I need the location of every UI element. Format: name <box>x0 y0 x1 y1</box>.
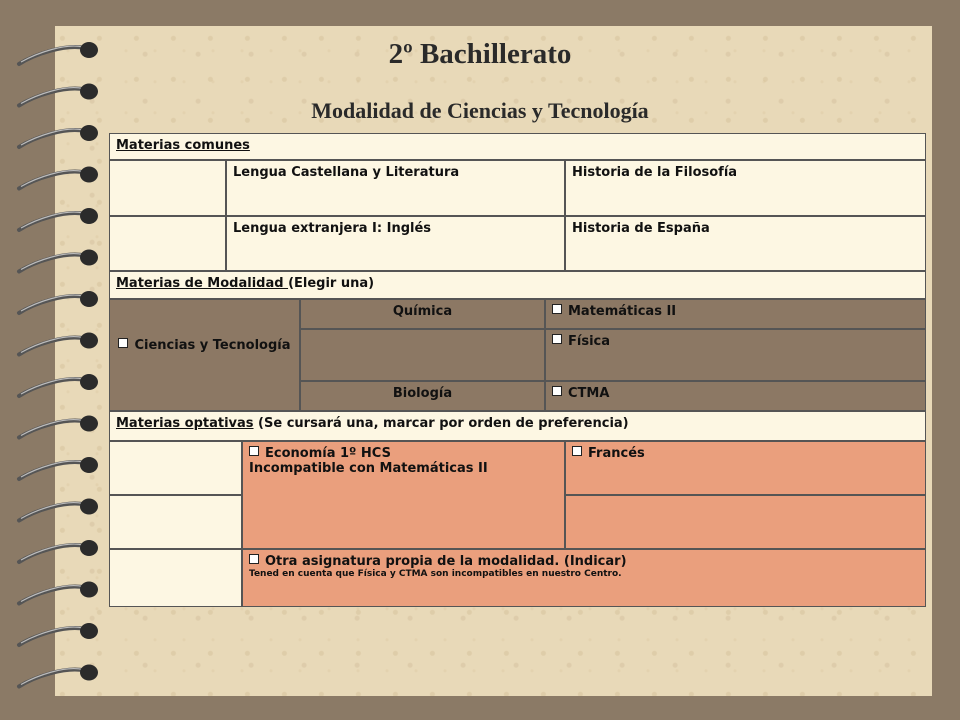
checkbox-icon[interactable] <box>552 304 562 314</box>
optativas-economia[interactable] <box>242 441 565 549</box>
comunes-historia-filosofia: Historia de la Filosofía <box>565 160 926 216</box>
checkbox-icon[interactable] <box>552 334 562 344</box>
optativas-header-label: Materias optativas <box>116 416 254 431</box>
spiral-hole <box>80 291 98 307</box>
modalidad-ctma[interactable] <box>545 381 926 411</box>
modalidad-empty-cell[interactable] <box>300 329 545 381</box>
optativas-empty-cell[interactable] <box>109 441 242 495</box>
checkbox-icon[interactable] <box>552 386 562 396</box>
checkbox-icon[interactable] <box>249 446 259 456</box>
spiral-hole <box>80 250 98 266</box>
spiral-hole <box>80 416 98 432</box>
spiral-hole <box>80 167 98 183</box>
comunes-lengua-castellana: Lengua Castellana y Literatura <box>226 160 565 216</box>
spiral-hole <box>80 208 98 224</box>
ctma-label: CTMA <box>568 386 610 401</box>
spiral-hole <box>80 457 98 473</box>
matematicas-label: Matemáticas II <box>568 304 677 319</box>
economia-incompatible-note: Incompatible con Matemáticas II <box>249 461 488 476</box>
spiral-hole <box>80 125 98 141</box>
modalidad-header-note: (Elegir una) <box>288 276 375 291</box>
optativas-header-note: (Se cursará una, marcar por orden de preferencia) <box>253 416 629 431</box>
spiral-hole <box>80 374 98 390</box>
spiral-hole <box>80 540 98 556</box>
modalidad-matematicas[interactable] <box>545 299 926 329</box>
subjects-table <box>109 133 926 607</box>
incompatibility-note: Tened en cuenta que Física y CTMA son incompatibles en nuestro Centro. <box>249 569 622 579</box>
optativas-header <box>109 411 926 441</box>
fisica-label: Física <box>568 334 611 349</box>
page-subtitle: Modalidad de Ciencias y Tecnología <box>311 98 649 123</box>
modalidad-fisica[interactable] <box>545 329 926 381</box>
modalidad-ciencias-tecnologia[interactable] <box>109 299 300 411</box>
comunes-historia-espana: Historia de España <box>565 216 926 271</box>
spiral-hole <box>80 623 98 639</box>
checkbox-icon[interactable] <box>572 446 582 456</box>
economia-label: Economía 1º HCS <box>265 446 391 461</box>
optativas-empty-cell[interactable] <box>565 495 926 549</box>
page-title: 2º Bachillerato <box>388 38 572 70</box>
modalidad-header <box>109 271 926 299</box>
spiral-hole <box>80 665 98 681</box>
comunes-empty-cell[interactable] <box>109 216 226 271</box>
optativas-frances[interactable] <box>565 441 926 495</box>
modalidad-biologia: Biología <box>300 381 545 411</box>
comunes-header: Materias comunes <box>109 133 926 160</box>
optativas-empty-cell[interactable] <box>109 495 242 549</box>
checkbox-icon[interactable] <box>249 554 259 564</box>
frances-label: Francés <box>588 446 645 461</box>
checkbox-icon[interactable] <box>118 338 128 348</box>
optativas-empty-cell[interactable] <box>109 549 242 607</box>
ciencias-tecnologia-label: Ciencias y Tecnología <box>134 338 291 353</box>
optativas-otra-asignatura[interactable] <box>242 549 926 607</box>
spiral-hole <box>80 499 98 515</box>
spiral-hole <box>80 333 98 349</box>
comunes-lengua-extranjera: Lengua extranjera I: Inglés <box>226 216 565 271</box>
otra-asignatura-label: Otra asignatura propia de la modalidad. (Indicar) <box>265 554 627 569</box>
modalidad-header-label: Materias de Modalidad <box>116 276 289 291</box>
spiral-hole <box>80 582 98 598</box>
comunes-empty-cell[interactable] <box>109 160 226 216</box>
spiral-binding <box>15 30 105 690</box>
modalidad-quimica: Química <box>300 299 545 329</box>
